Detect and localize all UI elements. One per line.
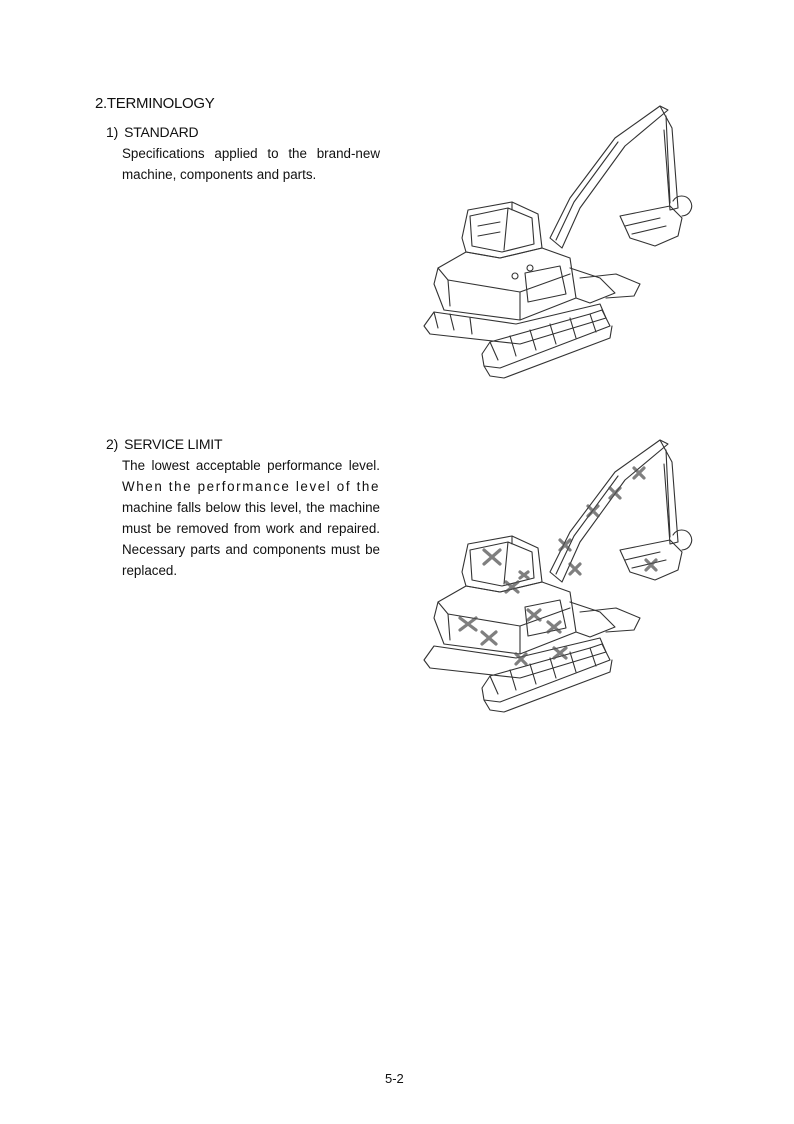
page-number: 5-2	[385, 1071, 404, 1086]
item-number: 2)	[106, 436, 119, 452]
excavator-figure-standard	[420, 98, 705, 388]
description-line: machine, components and parts.	[122, 167, 317, 182]
description-line: Necessary parts and components must be	[122, 542, 380, 557]
excavator-new-icon	[420, 98, 705, 388]
excavator-figure-service-limit	[420, 432, 705, 722]
item-heading-service-limit	[106, 436, 222, 452]
description-line: When the performance level of the	[122, 479, 380, 494]
item-description-standard	[122, 143, 380, 185]
description-line: must be removed from work and repaired.	[122, 521, 380, 536]
item-number: 1)	[106, 124, 119, 140]
section-title	[95, 95, 214, 112]
item-heading-standard	[106, 124, 198, 140]
item-heading-text: STANDARD	[124, 124, 199, 140]
excavator-worn-icon	[420, 432, 705, 722]
description-line: Specifications applied to the brand-new	[122, 146, 380, 161]
description-line: The lowest acceptable performance level.	[122, 458, 380, 473]
description-line: replaced.	[122, 563, 178, 578]
section-number: 2.	[95, 95, 107, 112]
description-line: machine falls below this level, the machine	[122, 500, 380, 515]
section-title-text: TERMINOLOGY	[106, 95, 215, 112]
item-heading-text: SERVICE LIMIT	[124, 436, 223, 452]
item-description-service-limit	[122, 455, 380, 581]
